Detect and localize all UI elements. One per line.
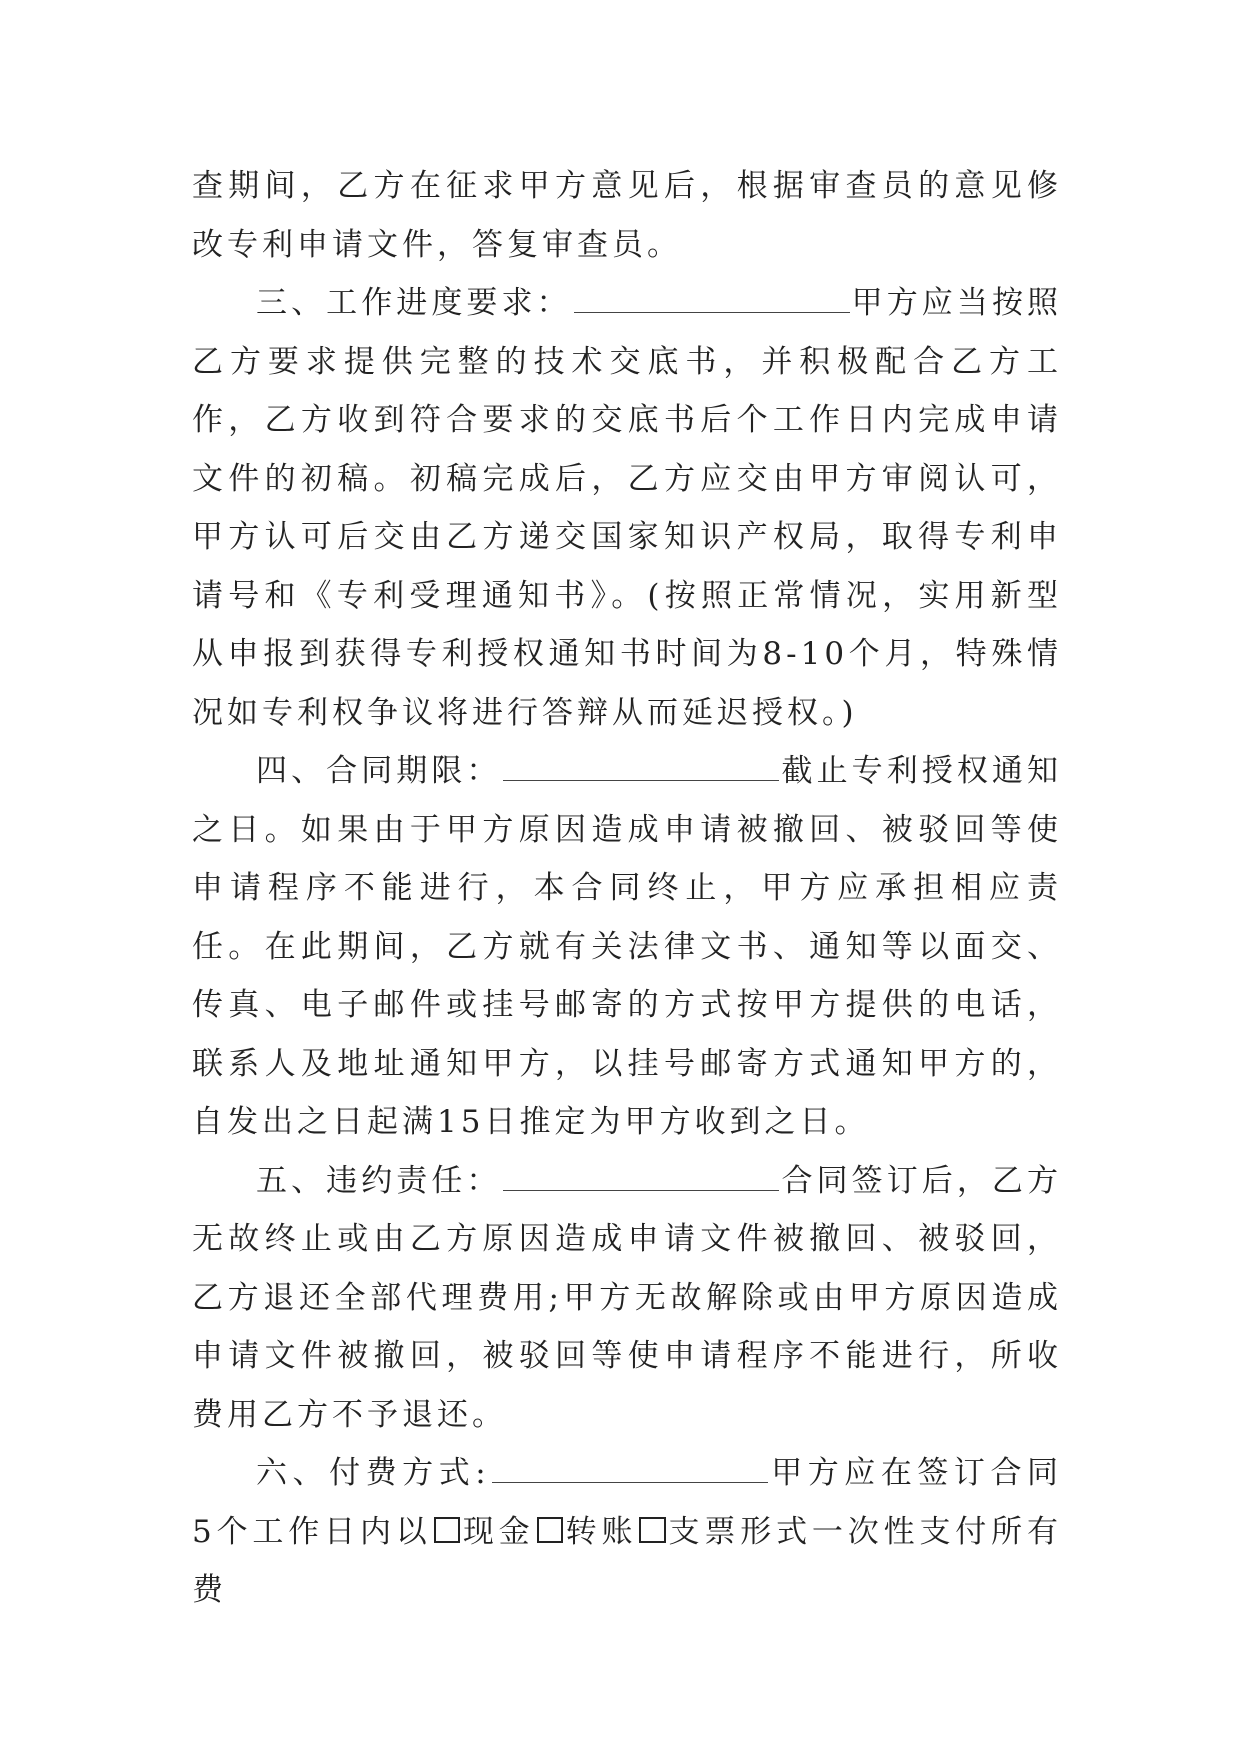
fill-in-blank-line bbox=[574, 284, 850, 313]
paragraph-text: 截止专利授权通知之日。如果由于甲方原因造成申请被撤回、被驳回等使申请程序不能进行，本合同终止，甲方应承担相应责任。在此期间，乙方就有关法律文书、通知等以面交、传真、电子邮件或挂号邮寄的方式按甲方提供的电话，联系人及地址通知甲方，以挂号邮寄方式通知甲方的，自发出之日起满15日推定为甲方收到之日。 bbox=[192, 753, 1063, 1140]
checkbox-label-check: 支票形式一次性支付所有费 bbox=[192, 1513, 1063, 1608]
section-label-contract-term: 四、合同期限： bbox=[256, 753, 502, 789]
paragraph-text: 查期间，乙方在征求甲方意见后，根据审查员的意见修改专利申请文件，答复审查员。 bbox=[192, 168, 1062, 263]
paragraph-review-period bbox=[192, 157, 1062, 274]
checkbox-cash[interactable] bbox=[434, 1517, 460, 1543]
paragraph-work-schedule bbox=[192, 274, 1062, 742]
paragraph-payment-method bbox=[192, 1444, 1062, 1620]
fill-in-blank-line bbox=[503, 752, 779, 781]
paragraph-text: 合同签订后，乙方无故终止或由乙方原因造成申请文件被撤回、被驳回，乙方退还全部代理费用;甲方无故解除或由甲方原因造成申请文件被撤回，被驳回等使申请程序不能进行，所收费用乙方不予退还。 bbox=[192, 1162, 1063, 1433]
checkbox-transfer[interactable] bbox=[537, 1517, 563, 1543]
paragraph-text: 甲方应当按照乙方要求提供完整的技术交底书，并积极配合乙方工作，乙方收到符合要求的交底书后个工作日内完成申请文件的初稿。初稿完成后，乙方应交由甲方审阅认可，甲方认可后交由乙方递交国家知识产权局，取得专利申请号和《专利受理通知书》。(按照正常情况，实用新型从申报到获得专利授权通知书时间为8-10个月，特殊情况如专利权争议将进行答辩从而延迟授权。) bbox=[192, 285, 1063, 731]
checkbox-label-cash: 现金 bbox=[461, 1513, 535, 1550]
paragraph-contract-term bbox=[192, 742, 1062, 1152]
section-label-payment-method: 六、付费方式: bbox=[256, 1455, 490, 1491]
checkbox-check[interactable] bbox=[639, 1517, 665, 1543]
fill-in-blank-line bbox=[492, 1454, 768, 1483]
contract-body bbox=[192, 157, 1062, 1620]
fill-in-blank-line bbox=[503, 1162, 779, 1191]
checkbox-label-transfer: 转账 bbox=[564, 1513, 638, 1550]
paragraph-text: 甲方应在签订合同5个工作日内以 bbox=[192, 1455, 1062, 1550]
section-label-breach-liability: 五、违约责任： bbox=[256, 1162, 502, 1199]
paragraph-breach-liability bbox=[192, 1152, 1062, 1445]
section-label-work-schedule: 三、工作进度要求： bbox=[256, 285, 572, 321]
